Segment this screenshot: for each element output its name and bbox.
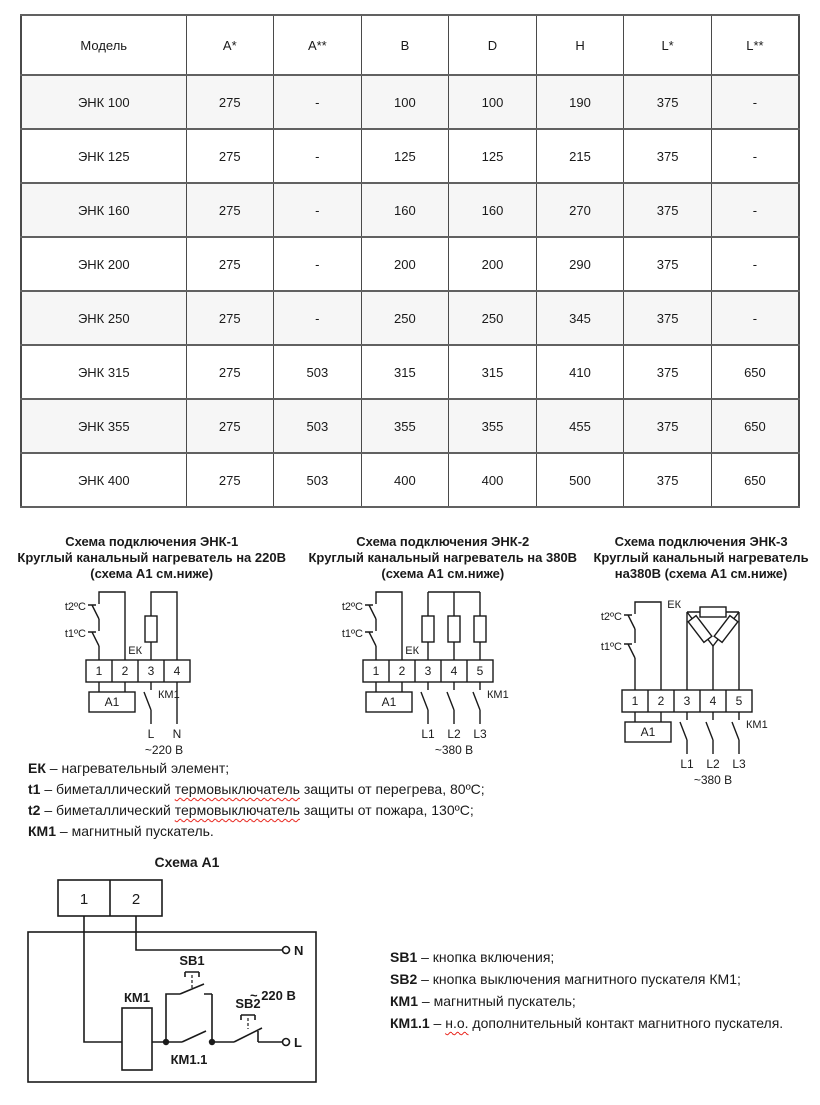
- scheme-a1-legend: [390, 846, 820, 1096]
- label-t1: t1ºC: [64, 628, 86, 640]
- table-cell: ЭНК 355: [21, 399, 186, 453]
- label-ek: ЕК: [666, 599, 681, 611]
- table-row: [21, 453, 799, 507]
- table-cell: 100: [449, 75, 537, 129]
- svg-text:3: 3: [683, 694, 690, 708]
- table-cell: 650: [711, 345, 799, 399]
- dimensions-table: [20, 14, 800, 508]
- table-cell: 503: [274, 399, 362, 453]
- terminal-strip: [363, 660, 493, 682]
- svg-text:L3: L3: [473, 727, 487, 741]
- svg-text:1: 1: [631, 694, 638, 708]
- svg-text:L3: L3: [731, 757, 746, 771]
- table-cell: 200: [361, 237, 449, 291]
- table-cell: 250: [361, 291, 449, 345]
- legend-item: КМ1.1 – н.о. дополнительный контакт магнитного пускателя.: [390, 1015, 784, 1031]
- label-km1: КМ1: [157, 689, 180, 701]
- label-km1: КМ1: [487, 689, 509, 701]
- table-row: [21, 129, 799, 183]
- label-l: L: [294, 1035, 302, 1050]
- label-km1: КМ1: [124, 990, 150, 1005]
- table-header-cell: L*: [624, 15, 712, 75]
- svg-text:1: 1: [372, 664, 380, 678]
- legend-item: t1 – биметаллический термовыключатель защиты от перегрева, 80ºС;: [28, 781, 485, 797]
- table-header-cell: Модель: [21, 15, 186, 75]
- table-cell: 410: [536, 345, 624, 399]
- thermal-switches-icon: [342, 592, 402, 660]
- label-t2: t2ºC: [342, 601, 364, 613]
- table-cell: -: [711, 291, 799, 345]
- km1-coil-icon: [84, 916, 166, 1070]
- a1-box: [89, 682, 135, 712]
- table-cell: ЭНК 250: [21, 291, 186, 345]
- label-n: N: [294, 943, 304, 958]
- supply-labels: [145, 727, 183, 757]
- table-row: [21, 75, 799, 129]
- svg-text:3: 3: [424, 664, 432, 678]
- legend-item: КМ1 – магнитный пускатель;: [390, 993, 576, 1009]
- svg-text:3: 3: [147, 664, 155, 678]
- table-cell: 270: [536, 183, 624, 237]
- svg-text:L1: L1: [421, 727, 435, 741]
- table-cell: 190: [536, 75, 624, 129]
- neutral-wire: [136, 916, 303, 958]
- table-cell: -: [711, 75, 799, 129]
- voltage-label: ~ 220 В: [250, 988, 296, 1003]
- table-row: [21, 291, 799, 345]
- enk2-schematic: [325, 584, 560, 756]
- table-cell: 275: [186, 345, 274, 399]
- scheme-a1-schematic: [26, 876, 361, 1091]
- legend-item: КМ1 – магнитный пускатель.: [28, 823, 214, 839]
- svg-text:L1: L1: [679, 757, 694, 771]
- svg-text:2: 2: [398, 664, 406, 678]
- svg-text:N: N: [172, 727, 182, 741]
- table-cell: 375: [624, 345, 712, 399]
- svg-text:2: 2: [131, 891, 141, 908]
- label-km1: КМ1: [745, 719, 768, 731]
- km11-contact-icon: [163, 1031, 215, 1067]
- table-header-cell: H: [536, 15, 624, 75]
- table-cell: 650: [711, 399, 799, 453]
- table-cell: 375: [624, 399, 712, 453]
- table-cell: ЭНК 160: [21, 183, 186, 237]
- table-cell: 160: [449, 183, 537, 237]
- diagram-enk3: [582, 534, 820, 787]
- table-cell: ЭНК 315: [21, 345, 186, 399]
- label-t1: t1ºC: [600, 641, 622, 653]
- a1-box: [625, 712, 671, 742]
- table-cell: 275: [186, 183, 274, 237]
- legend-item: SB2 – кнопка выключения магнитного пускателя КМ1;: [390, 971, 741, 987]
- label-sb2: SB2: [235, 996, 261, 1011]
- table-cell: 400: [449, 453, 537, 507]
- diagram-enk1: [0, 534, 303, 757]
- scheme-a1-section: [0, 846, 820, 1096]
- table-header-cell: B: [361, 15, 449, 75]
- legend-item: SB1 – кнопка включения;: [390, 949, 555, 965]
- a1-box: [366, 682, 412, 712]
- table-cell: ЭНК 200: [21, 237, 186, 291]
- table-cell: 275: [186, 129, 274, 183]
- table-cell: 375: [624, 183, 712, 237]
- table-cell: 250: [449, 291, 537, 345]
- table-cell: 375: [624, 129, 712, 183]
- table-cell: 125: [361, 129, 449, 183]
- table-cell: 503: [274, 453, 362, 507]
- table-cell: 290: [536, 237, 624, 291]
- table-header-cell: A**: [274, 15, 362, 75]
- svg-text:2: 2: [121, 664, 129, 678]
- label-ek: ЕК: [127, 645, 142, 657]
- svg-text:4: 4: [709, 694, 716, 708]
- svg-text:L2: L2: [705, 757, 720, 771]
- svg-text:2: 2: [657, 694, 664, 708]
- table-cell: ЭНК 100: [21, 75, 186, 129]
- table-cell: 275: [186, 453, 274, 507]
- table-header-cell: L**: [711, 15, 799, 75]
- km1-contacts-icon: [421, 682, 509, 724]
- svg-text:А1: А1: [104, 695, 120, 709]
- table-cell: 275: [186, 291, 274, 345]
- table-row: [21, 399, 799, 453]
- diagram-enk2: [303, 534, 582, 757]
- table-cell: 375: [624, 75, 712, 129]
- svg-text:4: 4: [173, 664, 181, 678]
- table-cell: 375: [624, 453, 712, 507]
- svg-text:L: L: [147, 727, 155, 741]
- label-t1: t1ºC: [342, 628, 364, 640]
- table-row: [21, 237, 799, 291]
- table-cell: 355: [449, 399, 537, 453]
- table-cell: 125: [449, 129, 537, 183]
- sb2-button-icon: [212, 996, 302, 1050]
- voltage-label: ~220 В: [144, 743, 183, 757]
- label-km11: КМ1.1: [170, 1052, 208, 1067]
- table-cell: ЭНК 400: [21, 453, 186, 507]
- label-t2: t2ºC: [64, 601, 86, 613]
- heater-elements-icon: [406, 592, 487, 660]
- km1-contact-icon: [144, 682, 180, 724]
- table-cell: 275: [186, 399, 274, 453]
- table-cell: 503: [274, 345, 362, 399]
- terminal-strip: [622, 690, 752, 712]
- svg-text:L2: L2: [447, 727, 461, 741]
- table-cell: 100: [361, 75, 449, 129]
- thermal-switches-icon: [65, 592, 125, 660]
- label-ek: ЕК: [405, 645, 420, 657]
- svg-text:5: 5: [735, 694, 742, 708]
- table-header-cell: A*: [186, 15, 274, 75]
- table-cell: 455: [536, 399, 624, 453]
- table-cell: 345: [536, 291, 624, 345]
- table-cell: 375: [624, 291, 712, 345]
- svg-text:1: 1: [79, 891, 89, 908]
- scheme-a1-diagram: [0, 846, 390, 1096]
- table-cell: -: [711, 183, 799, 237]
- table-row: [21, 183, 799, 237]
- table-cell: ЭНК 125: [21, 129, 186, 183]
- svg-text:1: 1: [95, 664, 103, 678]
- table-cell: 400: [361, 453, 449, 507]
- delta-heater-icon: [667, 599, 739, 690]
- scheme-a1-title: Схема А1: [154, 854, 220, 870]
- table-cell: -: [711, 129, 799, 183]
- diagram-enk3-title: Схема подключения ЭНК-3 Круглый канальный нагреватель на380В (схема А1 см.ниже): [593, 534, 809, 581]
- table-row: [21, 345, 799, 399]
- legend-item: ЕК – нагревательный элемент;: [28, 760, 230, 776]
- table-cell: -: [274, 183, 362, 237]
- table-cell: -: [274, 237, 362, 291]
- voltage-label: ~380 В: [693, 773, 732, 787]
- table-cell: 275: [186, 75, 274, 129]
- table-cell: 650: [711, 453, 799, 507]
- table-header-cell: D: [449, 15, 537, 75]
- table-cell: 500: [536, 453, 624, 507]
- table-cell: 315: [361, 345, 449, 399]
- svg-text:А1: А1: [381, 695, 397, 709]
- table-cell: -: [274, 291, 362, 345]
- sb1-button-icon: [166, 953, 212, 1042]
- table-cell: -: [711, 237, 799, 291]
- svg-text:4: 4: [450, 664, 458, 678]
- legend-item: t2 – биметаллический термовыключатель защиты от пожара, 130ºС;: [28, 802, 474, 818]
- km1-contacts-icon: [680, 712, 768, 754]
- diagram-enk1-title: Схема подключения ЭНК-1 Круглый канальный нагреватель на 220В (схема А1 см.ниже): [17, 534, 286, 581]
- table-cell: 200: [449, 237, 537, 291]
- thermal-switches-icon: [600, 602, 660, 690]
- table-cell: 315: [449, 345, 537, 399]
- enk1-schematic: [42, 584, 262, 756]
- table-cell: 375: [624, 237, 712, 291]
- terminal-strip: [58, 880, 162, 916]
- svg-text:5: 5: [476, 664, 484, 678]
- table-cell: 215: [536, 129, 624, 183]
- table-cell: 275: [186, 237, 274, 291]
- table-header-row: [21, 15, 799, 75]
- table-cell: 160: [361, 183, 449, 237]
- supply-labels: [422, 727, 488, 757]
- enk3-schematic: [584, 584, 819, 788]
- table-cell: 355: [361, 399, 449, 453]
- label-sb1: SB1: [179, 953, 205, 968]
- svg-text:А1: А1: [640, 725, 655, 739]
- terminal-strip: [86, 660, 190, 682]
- voltage-label: ~380 В: [435, 743, 474, 757]
- label-t2: t2ºC: [600, 611, 622, 623]
- table-cell: -: [274, 129, 362, 183]
- diagram-enk2-title: Схема подключения ЭНК-2 Круглый канальный нагреватель на 380В (схема А1 см.ниже): [308, 534, 578, 581]
- supply-labels: [680, 757, 746, 787]
- table-cell: -: [274, 75, 362, 129]
- heater-element-icon: [128, 592, 177, 660]
